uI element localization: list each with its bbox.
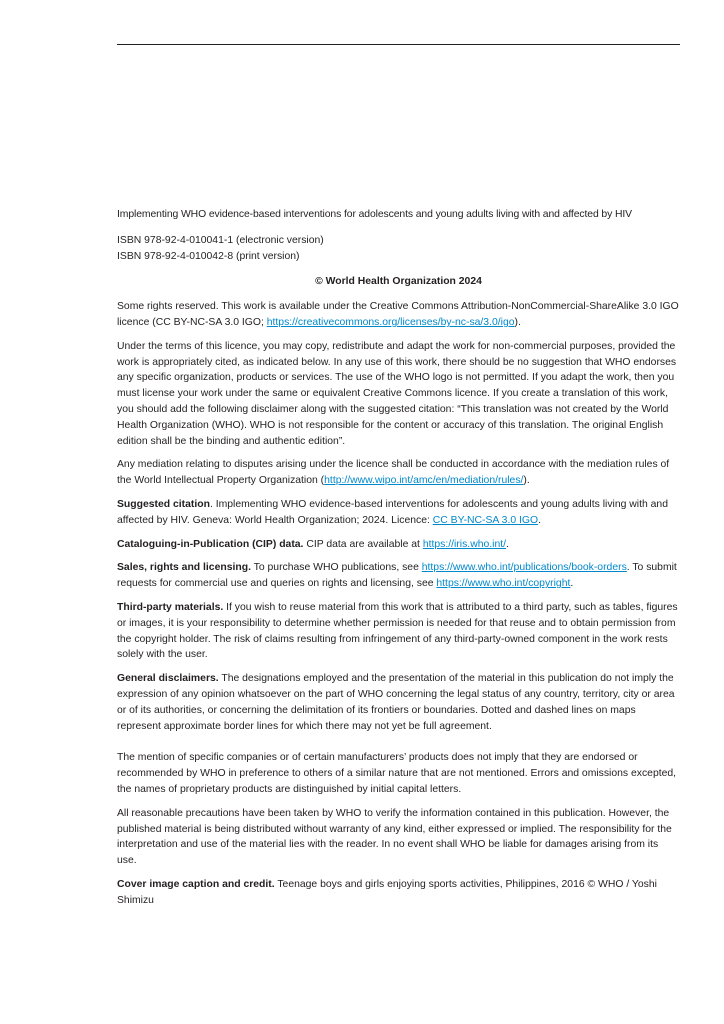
rights-end: ).: [514, 316, 521, 328]
citation-end: .: [538, 514, 541, 526]
cip-text: CIP data are available at: [303, 538, 423, 550]
mediation-paragraph: [117, 457, 680, 489]
rights-paragraph: [117, 299, 680, 331]
citation-text: . Implementing WHO evidence-based interventions for adolescents and young adults living with and affected by HIV. Geneva: World Health Organization; 2024. Licence:: [117, 498, 668, 526]
top-rule: [117, 44, 680, 45]
sales-paragraph: [117, 560, 680, 592]
copyright-link[interactable]: https://www.who.int/copyright: [436, 578, 571, 590]
sales-text-1: To purchase WHO publications, see: [250, 562, 422, 574]
book-orders-link[interactable]: https://www.who.int/publications/book-orders: [421, 562, 627, 574]
cip-end: .: [506, 538, 509, 550]
third-party-text: If you wish to reuse material from this work that is attributed to a third party, such as tables, figures or images, it is your responsibility to determine whether permission is needed for that reuse and to obtain permission from the copyright holder. The risk of claims resulting from infringement of any third-party-owned component in the work rests solely with the user.: [117, 601, 678, 661]
mediation-text: Any mediation relating to disputes arising under the licence shall be conducted in accordance with the mediation rules of the World Intellectual Property Organization (: [117, 459, 670, 487]
citation-label: Suggested citation: [117, 498, 210, 510]
third-party-label: Third-party materials.: [117, 601, 224, 613]
cover-text: Teenage boys and girls enjoying sports activities, Philippines, 2016 © WHO / Yoshi Shimizu: [117, 878, 657, 906]
iris-link[interactable]: https://iris.who.int/: [422, 538, 506, 550]
rights-text: Some rights reserved. This work is available under the Creative Commons Attribution-NonCommercial-ShareAlike 3.0 IGO licence (CC BY-NC-SA 3.0 IGO;: [117, 301, 679, 328]
citation-licence-link[interactable]: CC BY-NC-SA 3.0 IGO: [432, 514, 539, 526]
isbn-print: ISBN 978-92-4-010042-8 (print version): [117, 250, 300, 262]
third-party-paragraph: [117, 600, 680, 663]
publication-title: Implementing WHO evidence-based interventions for adolescents and young adults living with and affected by HIV: [117, 209, 632, 220]
imprint-content: [117, 207, 680, 916]
cc-licence-link[interactable]: https://creativecommons.org/licenses/by-nc-sa/3.0/igo: [266, 316, 515, 328]
isbn-block: [117, 233, 680, 265]
sales-end: .: [570, 578, 574, 590]
mediation-end: ).: [523, 475, 530, 487]
disclaimers-text: The designations employed and the presentation of the material in this publication do not imply the expression of any opinion whatsoever on the part of WHO concerning the legal status of any country, territory, city or area or of its authorities, or concerning the delimitation of its frontiers or boundaries. Dotted and dashed lines on maps represent approximate border lines for which there may not yet be full agreement.: [117, 673, 675, 732]
cover-credit-paragraph: [117, 877, 680, 909]
manufacturers-paragraph: The mention of specific companies or of certain manufacturers’ products does not imply that they are endorsed or recommended by WHO in preference to others of a similar nature that are not mentioned. Errors and omissions excepted, the names of proprietary products are distinguished by initial capital letters.: [117, 752, 677, 795]
cip-paragraph: [117, 537, 680, 553]
licence-terms-paragraph: Under the terms of this licence, you may copy, redistribute and adapt the work for non-commercial purposes, provided the work is appropriately cited, as indicated below. In any use of this work, there should be no suggestion that WHO endorses any specific organization, products or services. The use of the WHO logo is not permitted. If you adapt the work, then you must license your work under the same or equivalent Creative Commons licence. If you create a translation of this work, you should add the following disclaimer along with the suggested citation: “This translation was not created by the World Health Organization (WHO). WHO is not responsible for the content or accuracy of this translation. The original English edition shall be the binding and authentic edition”.: [117, 340, 677, 447]
copyright-notice: © World Health Organization 2024: [315, 276, 482, 288]
isbn-electronic: ISBN 978-92-4-010041-1 (electronic version): [117, 234, 324, 246]
disclaimers-paragraph: [117, 671, 680, 734]
citation-paragraph: [117, 497, 680, 529]
disclaimers-label: General disclaimers.: [117, 673, 219, 685]
precautions-paragraph: All reasonable precautions have been taken by WHO to verify the information contained in this publication. However, the published material is being distributed without warranty of any kind, either expressed or implied. The responsibility for the interpretation and use of the material lies with the reader. In no event shall WHO be liable for damages arising from its use.: [117, 807, 672, 867]
wipo-link[interactable]: http://www.wipo.int/amc/en/mediation/rules/: [324, 475, 524, 487]
sales-label: Sales, rights and licensing.: [117, 562, 251, 574]
cip-label: Cataloguing-in-Publication (CIP) data.: [117, 538, 304, 550]
cover-label: Cover image caption and credit.: [117, 878, 275, 890]
sales-text-2: . To submit requests for commercial use and queries on rights and licensing, see: [117, 562, 677, 590]
